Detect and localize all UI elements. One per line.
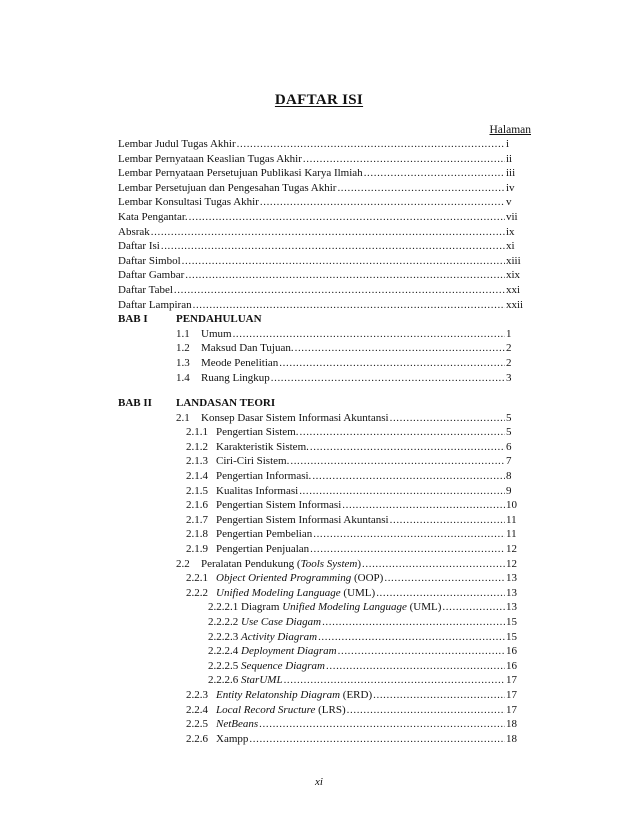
- entry-page: 3: [506, 371, 512, 384]
- entry-page: vii: [506, 210, 518, 223]
- section-number: 2.2.5: [186, 718, 208, 731]
- entry-label: 2.2.2.3 Activity Diagram: [208, 630, 318, 643]
- leader-dots: [193, 298, 505, 313]
- entry-page: 16: [506, 645, 517, 658]
- toc-entry[interactable]: [118, 298, 530, 313]
- toc-entry[interactable]: [118, 615, 530, 630]
- toc-entry[interactable]: [118, 586, 530, 601]
- toc-entry[interactable]: [118, 513, 530, 528]
- entry-page: 15: [506, 616, 517, 628]
- entry-page: iv: [506, 181, 515, 194]
- entry-label: Absrak: [118, 225, 150, 238]
- toc-entry[interactable]: [118, 327, 530, 342]
- entry-page: 18: [506, 718, 517, 731]
- toc-entry[interactable]: [118, 210, 530, 225]
- entry-page: xi: [506, 240, 515, 253]
- halaman-label: Halaman: [489, 124, 531, 136]
- entry-label: 2.2.2.4 Deployment Diagram: [208, 645, 337, 658]
- leader-dots: [290, 454, 505, 469]
- section-number: 2.2.4: [186, 703, 208, 716]
- entry-page: 18: [506, 732, 517, 745]
- entry-page: 5: [506, 426, 512, 439]
- section-number: 2.1.8: [186, 528, 208, 541]
- leader-dots: [303, 152, 505, 167]
- entry-page: 8: [506, 470, 512, 483]
- entry-label: Umum: [201, 327, 232, 340]
- leader-dots: [151, 225, 505, 240]
- leader-dots: [313, 527, 505, 542]
- toc-entry[interactable]: [118, 225, 530, 240]
- toc-entry[interactable]: [118, 239, 530, 254]
- toc-entry[interactable]: [118, 268, 530, 283]
- table-of-contents: [118, 137, 530, 746]
- leader-dots: [390, 411, 505, 426]
- entry-label: Xampp: [216, 732, 249, 745]
- entry-page: 16: [506, 659, 517, 672]
- leader-dots: [312, 469, 505, 484]
- section-number: 2.1.7: [186, 513, 208, 526]
- section-number: 2.2.2: [186, 586, 208, 599]
- toc-entry[interactable]: [118, 469, 530, 484]
- chapter-title: PENDAHULUAN: [176, 313, 262, 326]
- section-number: 2.2.3: [186, 688, 208, 701]
- leader-dots: [337, 181, 505, 196]
- section-number: 2.2.6: [186, 732, 208, 745]
- entry-page: 6: [506, 440, 512, 453]
- toc-entry[interactable]: [118, 732, 530, 747]
- entry-page: 13: [506, 572, 517, 585]
- entry-page: 17: [506, 674, 517, 687]
- section-number: 2.1.4: [186, 470, 208, 483]
- toc-entry[interactable]: [118, 454, 530, 469]
- entry-label: Daftar Tabel: [118, 283, 173, 296]
- leader-dots: [384, 571, 505, 586]
- entry-page: 10: [506, 499, 517, 512]
- entry-label: Lembar Konsultasi Tugas Akhir: [118, 196, 259, 209]
- section-number: 2.1.9: [186, 543, 208, 556]
- entry-label: 2.2.2.6 StarUML: [208, 674, 283, 687]
- toc-entry[interactable]: [118, 166, 530, 181]
- leader-dots: [310, 440, 505, 455]
- leader-dots: [249, 732, 505, 747]
- toc-entry[interactable]: [118, 717, 530, 732]
- leader-dots: [237, 137, 505, 152]
- entry-label: Peralatan Pendukung (Tools System): [201, 557, 362, 570]
- leader-dots: [161, 239, 505, 254]
- leader-dots: [284, 673, 505, 688]
- leader-dots: [373, 688, 505, 703]
- entry-page: 17: [506, 703, 517, 716]
- toc-entry[interactable]: [118, 283, 530, 298]
- entry-page: 1: [506, 327, 512, 340]
- page-title: DAFTAR ISI: [274, 92, 364, 108]
- entry-page: xiii: [506, 254, 521, 267]
- entry-label: Daftar Isi: [118, 240, 160, 253]
- entry-label: Kata Pengantar.: [118, 210, 188, 223]
- toc-entry[interactable]: [118, 425, 530, 440]
- entry-label: Meode Penelitian: [201, 356, 279, 369]
- section-number: 1.3: [176, 356, 190, 369]
- entry-page: 2: [506, 356, 512, 369]
- section-number: 2.1.3: [186, 455, 208, 468]
- entry-page: 12: [506, 557, 517, 570]
- toc-entry[interactable]: [118, 703, 530, 718]
- entry-label: Pengertian Sistem Informasi: [216, 499, 342, 512]
- leader-dots: [362, 557, 505, 572]
- toc-entry[interactable]: [118, 571, 530, 586]
- leader-dots: [322, 615, 505, 630]
- toc-entry[interactable]: [118, 411, 530, 426]
- section-number: 2.1: [176, 411, 190, 424]
- entry-page: iii: [506, 167, 516, 180]
- entry-label: Lembar Pernyataan Persetujuan Publikasi Karya Ilmiah: [118, 167, 363, 180]
- leader-dots: [279, 356, 505, 371]
- entry-label: Daftar Lampiran: [118, 298, 192, 311]
- entry-page: 17: [506, 688, 517, 701]
- section-number: 1.1: [176, 327, 190, 340]
- entry-page: 5: [506, 411, 512, 424]
- section-number: 2.1.6: [186, 499, 208, 512]
- entry-label: Ruang Lingkup: [201, 371, 270, 384]
- entry-label: Kualitas Informasi: [216, 484, 299, 497]
- entry-label: Lembar Persetujuan dan Pengesahan Tugas Akhir: [118, 181, 337, 194]
- leader-dots: [376, 586, 505, 601]
- chapter-title: LANDASAN TEORI: [176, 397, 276, 410]
- leader-dots: [271, 371, 505, 386]
- section-number: 1.4: [176, 371, 190, 384]
- leader-dots: [338, 644, 505, 659]
- entry-page: 13: [506, 586, 517, 599]
- entry-label: Ciri-Ciri Sistem.: [216, 455, 290, 468]
- toc-entry[interactable]: [118, 542, 530, 557]
- section-number: 2.1.1: [186, 426, 208, 439]
- entry-label: 2.2.2.2 Use Case Diagam: [208, 616, 322, 628]
- chapter-number: BAB I: [118, 313, 148, 326]
- leader-dots: [300, 425, 506, 440]
- entry-label: NetBeans: [216, 718, 259, 731]
- leader-dots: [189, 210, 505, 225]
- toc-entry[interactable]: [118, 254, 530, 269]
- chapter-heading[interactable]: [118, 396, 530, 411]
- toc-entry[interactable]: [118, 557, 530, 572]
- toc-entry[interactable]: [118, 181, 530, 196]
- leader-dots: [295, 341, 505, 356]
- leader-dots: [182, 254, 505, 269]
- entry-label: Lembar Judul Tugas Akhir: [118, 138, 236, 150]
- entry-page: 11: [506, 528, 517, 541]
- chapter-number: BAB II: [118, 397, 152, 410]
- leader-dots: [174, 283, 505, 298]
- leader-dots: [185, 268, 505, 283]
- toc-entry[interactable]: [118, 137, 530, 152]
- chapter-heading[interactable]: [118, 312, 530, 327]
- entry-label: Maksud Dan Tujuan.: [201, 342, 294, 355]
- entry-page: 2: [506, 342, 512, 355]
- section-number: 1.2: [176, 342, 190, 355]
- entry-page: 15: [506, 630, 517, 643]
- section-number: 2.2: [176, 557, 190, 570]
- toc-entry[interactable]: [118, 484, 530, 499]
- entry-label: Pengertian Penjualan: [216, 543, 310, 556]
- entry-page: i: [506, 138, 510, 150]
- toc-entry[interactable]: [118, 341, 530, 356]
- leader-dots: [342, 498, 505, 513]
- entry-label: Unified Modeling Language (UML): [216, 586, 376, 599]
- leader-dots: [233, 327, 505, 342]
- toc-entry[interactable]: [118, 440, 530, 455]
- entry-page: 7: [506, 455, 512, 468]
- entry-page: 9: [506, 484, 512, 497]
- toc-entry[interactable]: [118, 152, 530, 167]
- entry-label: Pengertian Sistem Informasi Akuntansi: [216, 513, 389, 526]
- entry-page: v: [506, 196, 512, 209]
- toc-entry[interactable]: [118, 688, 530, 703]
- leader-dots: [260, 195, 505, 210]
- toc-entry[interactable]: [118, 644, 530, 659]
- toc-entry[interactable]: [118, 195, 530, 210]
- section-number: 2.1.2: [186, 440, 208, 453]
- leader-dots: [442, 600, 505, 615]
- leader-dots: [326, 659, 505, 674]
- toc-entry[interactable]: [118, 371, 530, 386]
- toc-entry[interactable]: [118, 356, 530, 371]
- leader-dots: [347, 703, 505, 718]
- entry-page: 13: [506, 601, 517, 614]
- entry-page: 12: [506, 543, 517, 556]
- entry-label: Karakteristik Sistem.: [216, 440, 309, 453]
- toc-entry[interactable]: [118, 659, 530, 674]
- entry-label: Pengertian Informasi.: [216, 470, 312, 483]
- entry-label: Local Record Sructure (LRS): [216, 703, 346, 716]
- section-number: 2.1.5: [186, 484, 208, 497]
- entry-page: xxii: [506, 298, 524, 311]
- entry-label: Daftar Gambar: [118, 269, 185, 282]
- leader-dots: [364, 166, 505, 181]
- entry-page: xix: [506, 269, 521, 282]
- entry-label: Pengertian Sistem.: [216, 426, 299, 439]
- entry-label: 2.2.2.1 Diagram Unified Modeling Language (UML): [208, 601, 442, 614]
- entry-label: Lembar Pernyataan Keaslian Tugas Akhir: [118, 152, 302, 165]
- entry-page: ii: [506, 152, 513, 165]
- toc-entry[interactable]: [118, 527, 530, 542]
- entry-label: 2.2.2.5 Sequence Diagram: [208, 659, 326, 672]
- entry-label: Object Oriented Programming (OOP): [216, 572, 384, 585]
- entry-page: ix: [506, 225, 515, 238]
- leader-dots: [390, 513, 505, 528]
- entry-page: 11: [506, 513, 517, 526]
- page-number: xi: [315, 776, 323, 788]
- entry-label: Konsep Dasar Sistem Informasi Akuntansi: [201, 411, 389, 424]
- toc-entry[interactable]: [118, 673, 530, 688]
- toc-entry[interactable]: [118, 630, 530, 645]
- toc-entry[interactable]: [118, 600, 530, 615]
- leader-dots: [310, 542, 505, 557]
- entry-page: xxi: [506, 283, 521, 296]
- leader-dots: [299, 484, 505, 499]
- entry-label: Pengertian Pembelian: [216, 528, 313, 541]
- leader-dots: [318, 630, 505, 645]
- entry-label: Daftar Simbol: [118, 254, 181, 267]
- toc-entry[interactable]: [118, 498, 530, 513]
- entry-label: Entity Relatonship Diagram (ERD): [216, 688, 373, 701]
- section-number: 2.2.1: [186, 572, 208, 585]
- leader-dots: [259, 717, 505, 732]
